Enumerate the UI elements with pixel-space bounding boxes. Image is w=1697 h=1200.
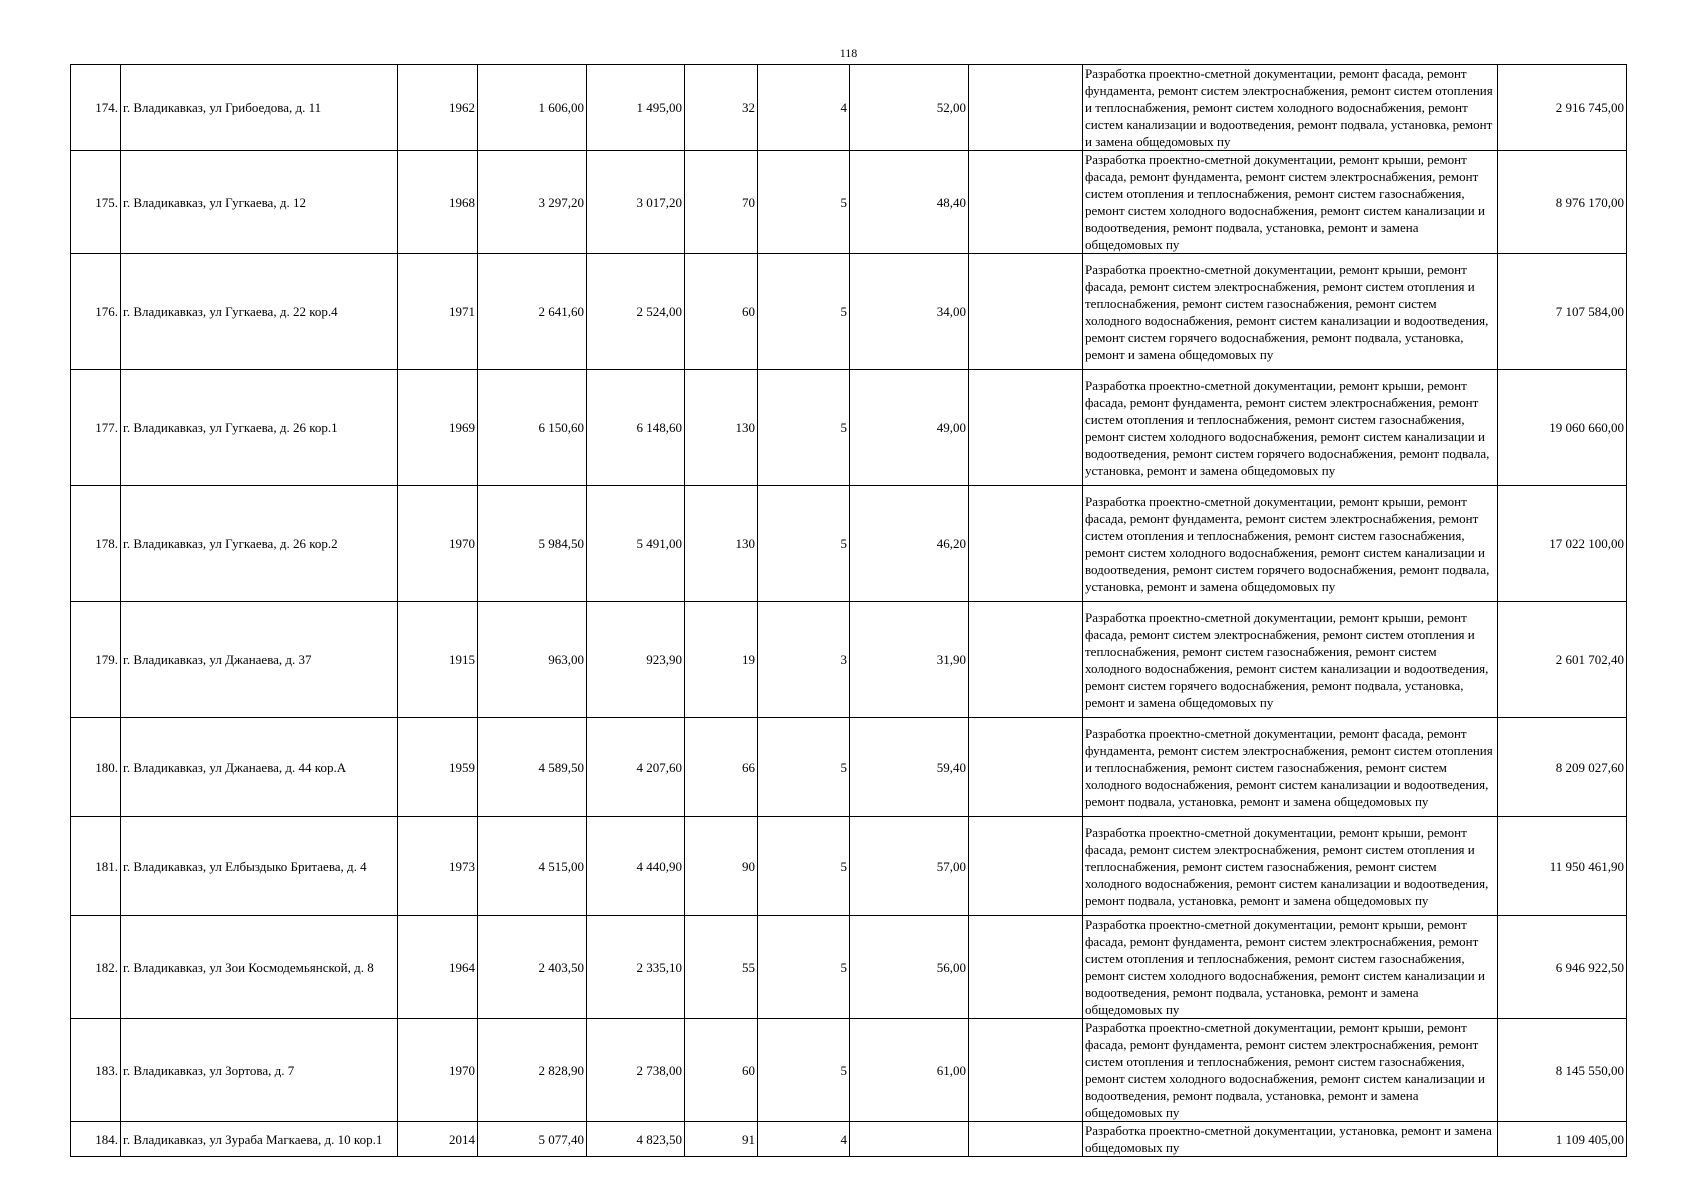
row-number: 177. — [71, 370, 121, 486]
year-cell: 1964 — [398, 916, 478, 1019]
address-cell: г. Владикавказ, ул Зои Космодемьянской, д. 8 — [121, 916, 398, 1019]
total-area-cell: 2 641,60 — [478, 254, 587, 370]
row-number: 179. — [71, 602, 121, 718]
table-body — [71, 65, 1627, 1157]
residents-cell: 130 — [685, 486, 758, 602]
works-list-cell: Разработка проектно-сметной документации, ремонт крыши, ремонт фасада, ремонт систем электроснабжения, ремонт систем отопления и теплоснабжения, ремонт систем газоснабжения, ремонт систем холодного водоснабжения, ремонт систем канализации и водоотведения, ремонт систем горячего водоснабжения, ремонт подвала, установка, ремонт и замена общедомовых пу — [1083, 254, 1498, 370]
living-area-cell: 3 017,20 — [587, 151, 685, 254]
wear-cell: 31,90 — [850, 602, 969, 718]
table-row — [71, 718, 1627, 817]
cost-cell: 1 109 405,00 — [1498, 1122, 1627, 1157]
living-area-cell: 923,90 — [587, 602, 685, 718]
works-list-cell: Разработка проектно-сметной документации, ремонт крыши, ремонт фасада, ремонт фундамента, ремонт систем электроснабжения, ремонт систем отопления и теплоснабжения, ремонт систем газоснабжения, ремонт систем холодного водоснабжения, ремонт систем канализации и водоотведения, ремонт подвала, установка, ремонт и замена общедомовых пу — [1083, 151, 1498, 254]
row-number: 175. — [71, 151, 121, 254]
table-row — [71, 602, 1627, 718]
living-area-cell: 4 823,50 — [587, 1122, 685, 1157]
total-area-cell: 4 589,50 — [478, 718, 587, 817]
year-cell: 1971 — [398, 254, 478, 370]
wear-cell: 52,00 — [850, 65, 969, 151]
residents-cell: 32 — [685, 65, 758, 151]
floors-cell: 5 — [758, 370, 850, 486]
empty-cell — [969, 718, 1083, 817]
total-area-cell: 3 297,20 — [478, 151, 587, 254]
residents-cell: 60 — [685, 1019, 758, 1122]
year-cell: 1973 — [398, 817, 478, 916]
address-cell: г. Владикавказ, ул Джанаева, д. 44 кор.А — [121, 718, 398, 817]
year-cell: 2014 — [398, 1122, 478, 1157]
living-area-cell: 2 335,10 — [587, 916, 685, 1019]
row-number: 183. — [71, 1019, 121, 1122]
empty-cell — [969, 916, 1083, 1019]
residents-cell: 55 — [685, 916, 758, 1019]
living-area-cell: 2 524,00 — [587, 254, 685, 370]
empty-cell — [969, 65, 1083, 151]
cost-cell: 2 916 745,00 — [1498, 65, 1627, 151]
total-area-cell: 6 150,60 — [478, 370, 587, 486]
residents-cell: 90 — [685, 817, 758, 916]
row-number: 184. — [71, 1122, 121, 1157]
table-row — [71, 151, 1627, 254]
total-area-cell: 4 515,00 — [478, 817, 587, 916]
wear-cell: 57,00 — [850, 817, 969, 916]
wear-cell: 56,00 — [850, 916, 969, 1019]
empty-cell — [969, 817, 1083, 916]
works-list-cell: Разработка проектно-сметной документации, ремонт крыши, ремонт фасада, ремонт систем электроснабжения, ремонт систем отопления и теплоснабжения, ремонт систем газоснабжения, ремонт систем холодного водоснабжения, ремонт систем канализации и водоотведения, ремонт подвала, установка, ремонт и замена общедомовых пу — [1083, 817, 1498, 916]
wear-cell: 34,00 — [850, 254, 969, 370]
table-row — [71, 254, 1627, 370]
total-area-cell: 5 077,40 — [478, 1122, 587, 1157]
address-cell: г. Владикавказ, ул Джанаева, д. 37 — [121, 602, 398, 718]
works-list-cell: Разработка проектно-сметной документации, ремонт крыши, ремонт фасада, ремонт фундамента, ремонт систем электроснабжения, ремонт систем отопления и теплоснабжения, ремонт систем газоснабжения, ремонт систем холодного водоснабжения, ремонт систем канализации и водоотведения, ремонт систем горячего водоснабжения, ремонт подвала, установка, ремонт и замена общедомовых пу — [1083, 370, 1498, 486]
floors-cell: 5 — [758, 151, 850, 254]
cost-cell: 8 209 027,60 — [1498, 718, 1627, 817]
table-row — [71, 65, 1627, 151]
address-cell: г. Владикавказ, ул Зортова, д. 7 — [121, 1019, 398, 1122]
total-area-cell: 2 403,50 — [478, 916, 587, 1019]
address-cell: г. Владикавказ, ул Зураба Магкаева, д. 10 кор.1 — [121, 1122, 398, 1157]
table-row — [71, 916, 1627, 1019]
cost-cell: 17 022 100,00 — [1498, 486, 1627, 602]
empty-cell — [969, 151, 1083, 254]
address-cell: г. Владикавказ, ул Гугкаева, д. 26 кор.1 — [121, 370, 398, 486]
row-number: 178. — [71, 486, 121, 602]
wear-cell: 59,40 — [850, 718, 969, 817]
address-cell: г. Владикавказ, ул Грибоедова, д. 11 — [121, 65, 398, 151]
year-cell: 1959 — [398, 718, 478, 817]
row-number: 181. — [71, 817, 121, 916]
row-number: 174. — [71, 65, 121, 151]
wear-cell: 48,40 — [850, 151, 969, 254]
year-cell: 1915 — [398, 602, 478, 718]
row-number: 182. — [71, 916, 121, 1019]
empty-cell — [969, 370, 1083, 486]
living-area-cell: 6 148,60 — [587, 370, 685, 486]
year-cell: 1969 — [398, 370, 478, 486]
floors-cell: 5 — [758, 254, 850, 370]
empty-cell — [969, 1019, 1083, 1122]
floors-cell: 5 — [758, 817, 850, 916]
residents-cell: 130 — [685, 370, 758, 486]
table-row — [71, 486, 1627, 602]
wear-cell — [850, 1122, 969, 1157]
works-list-cell: Разработка проектно-сметной документации, ремонт крыши, ремонт фасада, ремонт фундамента, ремонт систем электроснабжения, ремонт систем отопления и теплоснабжения, ремонт систем газоснабжения, ремонт систем холодного водоснабжения, ремонт систем канализации и водоотведения, ремонт подвала, установка, ремонт и замена общедомовых пу — [1083, 916, 1498, 1019]
floors-cell: 4 — [758, 1122, 850, 1157]
year-cell: 1968 — [398, 151, 478, 254]
address-cell: г. Владикавказ, ул Гугкаева, д. 22 кор.4 — [121, 254, 398, 370]
living-area-cell: 5 491,00 — [587, 486, 685, 602]
wear-cell: 61,00 — [850, 1019, 969, 1122]
table-row — [71, 1019, 1627, 1122]
cost-cell: 2 601 702,40 — [1498, 602, 1627, 718]
floors-cell: 3 — [758, 602, 850, 718]
cost-cell: 8 145 550,00 — [1498, 1019, 1627, 1122]
address-cell: г. Владикавказ, ул Гугкаева, д. 12 — [121, 151, 398, 254]
floors-cell: 5 — [758, 916, 850, 1019]
page-number: 118 — [839, 46, 858, 60]
works-list-cell: Разработка проектно-сметной документации, установка, ремонт и замена общедомовых пу — [1083, 1122, 1498, 1157]
row-number: 176. — [71, 254, 121, 370]
works-list-cell: Разработка проектно-сметной документации, ремонт крыши, ремонт фасада, ремонт фундамента, ремонт систем электроснабжения, ремонт систем отопления и теплоснабжения, ремонт систем газоснабжения, ремонт систем холодного водоснабжения, ремонт систем канализации и водоотведения, ремонт подвала, установка, ремонт и замена общедомовых пу — [1083, 1019, 1498, 1122]
cost-cell: 19 060 660,00 — [1498, 370, 1627, 486]
works-list-cell: Разработка проектно-сметной документации, ремонт крыши, ремонт фасада, ремонт фундамента, ремонт систем электроснабжения, ремонт систем отопления и теплоснабжения, ремонт систем газоснабжения, ремонт систем холодного водоснабжения, ремонт систем канализации и водоотведения, ремонт систем горячего водоснабжения, ремонт подвала, установка, ремонт и замена общедомовых пу — [1083, 486, 1498, 602]
housing-repair-table — [70, 64, 1627, 1157]
total-area-cell: 2 828,90 — [478, 1019, 587, 1122]
residents-cell: 91 — [685, 1122, 758, 1157]
year-cell: 1970 — [398, 486, 478, 602]
living-area-cell: 1 495,00 — [587, 65, 685, 151]
floors-cell: 5 — [758, 718, 850, 817]
address-cell: г. Владикавказ, ул Елбыздыко Бритаева, д. 4 — [121, 817, 398, 916]
total-area-cell: 1 606,00 — [478, 65, 587, 151]
table-row — [71, 370, 1627, 486]
row-number: 180. — [71, 718, 121, 817]
year-cell: 1970 — [398, 1019, 478, 1122]
wear-cell: 46,20 — [850, 486, 969, 602]
empty-cell — [969, 602, 1083, 718]
living-area-cell: 4 207,60 — [587, 718, 685, 817]
address-cell: г. Владикавказ, ул Гугкаева, д. 26 кор.2 — [121, 486, 398, 602]
total-area-cell: 963,00 — [478, 602, 587, 718]
residents-cell: 19 — [685, 602, 758, 718]
empty-cell — [969, 486, 1083, 602]
residents-cell: 60 — [685, 254, 758, 370]
cost-cell: 7 107 584,00 — [1498, 254, 1627, 370]
table-row — [71, 1122, 1627, 1157]
table-row — [71, 817, 1627, 916]
wear-cell: 49,00 — [850, 370, 969, 486]
cost-cell: 8 976 170,00 — [1498, 151, 1627, 254]
residents-cell: 66 — [685, 718, 758, 817]
living-area-cell: 4 440,90 — [587, 817, 685, 916]
works-list-cell: Разработка проектно-сметной документации, ремонт фасада, ремонт фундамента, ремонт систем электроснабжения, ремонт систем отопления и теплоснабжения, ремонт систем холодного водоснабжения, ремонт систем канализации и водоотведения, ремонт подвала, установка, ремонт и замена общедомовых пу — [1083, 65, 1498, 151]
residents-cell: 70 — [685, 151, 758, 254]
floors-cell: 4 — [758, 65, 850, 151]
works-list-cell: Разработка проектно-сметной документации, ремонт крыши, ремонт фасада, ремонт систем электроснабжения, ремонт систем отопления и теплоснабжения, ремонт систем газоснабжения, ремонт систем холодного водоснабжения, ремонт систем канализации и водоотведения, ремонт систем горячего водоснабжения, ремонт подвала, установка, ремонт и замена общедомовых пу — [1083, 602, 1498, 718]
total-area-cell: 5 984,50 — [478, 486, 587, 602]
floors-cell: 5 — [758, 1019, 850, 1122]
year-cell: 1962 — [398, 65, 478, 151]
living-area-cell: 2 738,00 — [587, 1019, 685, 1122]
cost-cell: 11 950 461,90 — [1498, 817, 1627, 916]
empty-cell — [969, 254, 1083, 370]
floors-cell: 5 — [758, 486, 850, 602]
works-list-cell: Разработка проектно-сметной документации, ремонт фасада, ремонт фундамента, ремонт систем электроснабжения, ремонт систем отопления и теплоснабжения, ремонт систем газоснабжения, ремонт систем холодного водоснабжения, ремонт систем канализации и водоотведения, ремонт подвала, установка, ремонт и замена общедомовых пу — [1083, 718, 1498, 817]
empty-cell — [969, 1122, 1083, 1157]
cost-cell: 6 946 922,50 — [1498, 916, 1627, 1019]
